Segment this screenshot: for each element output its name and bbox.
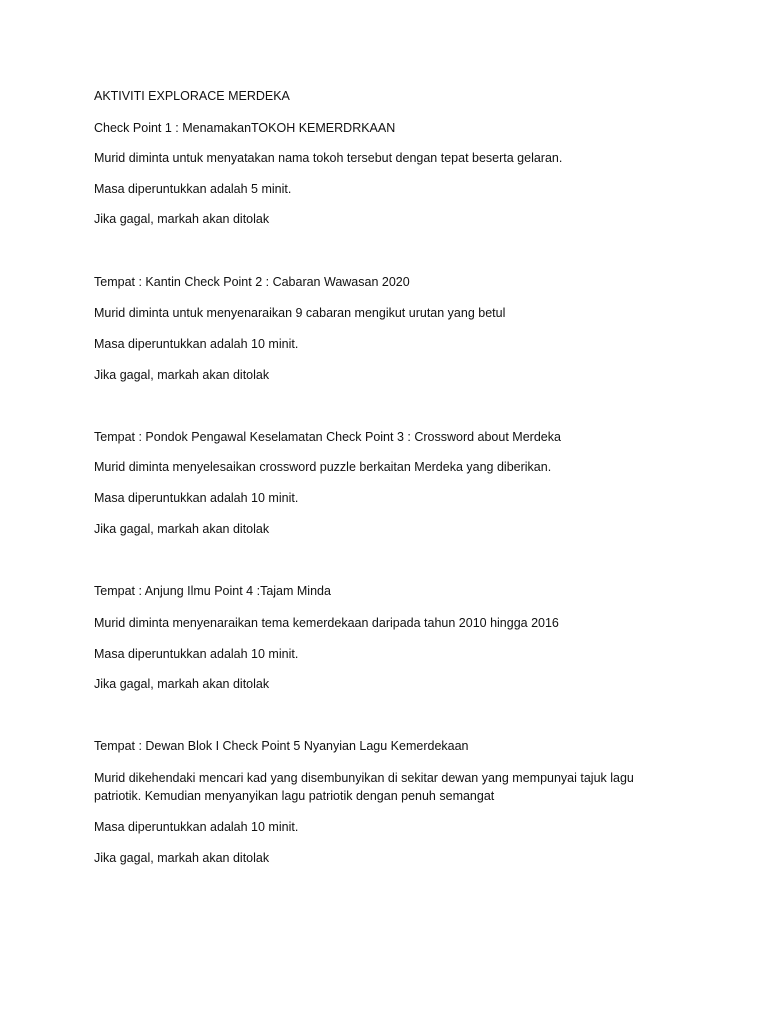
checkpoint-5-penalty: Jika gagal, markah akan ditolak xyxy=(94,851,270,865)
checkpoint-3-penalty: Jika gagal, markah akan ditolak xyxy=(94,522,270,536)
checkpoint-1-penalty: Jika gagal, markah akan ditolak xyxy=(94,212,270,226)
checkpoint-2-heading: Tempat : Kantin Check Point 2 : Cabaran Wawasan 2020 xyxy=(94,275,410,289)
checkpoint-2-penalty: Jika gagal, markah akan ditolak xyxy=(94,368,270,382)
checkpoint-2-time: Masa diperuntukkan adalah 10 minit. xyxy=(94,337,299,351)
checkpoint-1-heading: Check Point 1 : MenamakanTOKOH KEMERDRKAAN xyxy=(94,121,396,135)
checkpoint-5-time: Masa diperuntukkan adalah 10 minit. xyxy=(94,820,299,834)
checkpoint-4-heading: Tempat : Anjung Ilmu Point 4 :Tajam Minda xyxy=(94,584,331,598)
checkpoint-4-time: Masa diperuntukkan adalah 10 minit. xyxy=(94,647,299,661)
checkpoint-3-time: Masa diperuntukkan adalah 10 minit. xyxy=(94,491,299,505)
checkpoint-3-heading: Tempat : Pondok Pengawal Keselamatan Check Point 3 : Crossword about Merdeka xyxy=(94,430,561,444)
checkpoint-1-time: Masa diperuntukkan adalah 5 minit. xyxy=(94,182,292,196)
checkpoint-4-instruction: Murid diminta menyenaraikan tema kemerdekaan daripada tahun 2010 hingga 2016 xyxy=(94,616,559,630)
checkpoint-4-penalty: Jika gagal, markah akan ditolak xyxy=(94,677,270,691)
document-title: AKTIVITI EXPLORACE MERDEKA xyxy=(94,89,290,103)
checkpoint-3-instruction: Murid diminta menyelesaikan crossword puzzle berkaitan Merdeka yang diberikan. xyxy=(94,460,552,474)
checkpoint-5-heading: Tempat : Dewan Blok I Check Point 5 Nyanyian Lagu Kemerdekaan xyxy=(94,739,469,753)
checkpoint-5-instruction: Murid dikehendaki mencari kad yang disembunyikan di sekitar dewan yang mempunyai tajuk lagu patriotik. Kemudian menyanyikan lagu patriotik dengan penuh semangat xyxy=(94,771,634,803)
checkpoint-2-instruction: Murid diminta untuk menyenaraikan 9 cabaran mengikut urutan yang betul xyxy=(94,306,506,320)
checkpoint-1-instruction: Murid diminta untuk menyatakan nama tokoh tersebut dengan tepat beserta gelaran. xyxy=(94,151,563,165)
